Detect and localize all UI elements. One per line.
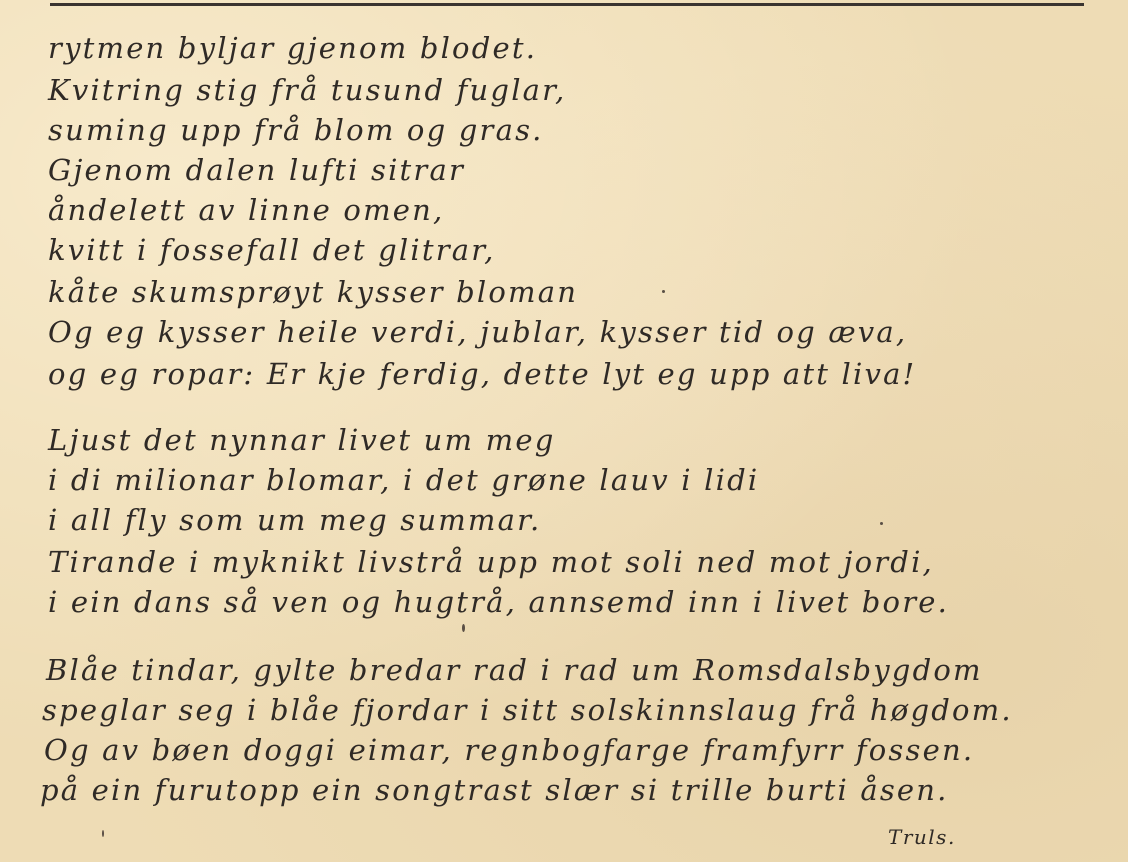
author-signature: Truls.: [888, 825, 956, 849]
poem-line: Ljust det nynnar livet um meg: [48, 423, 556, 457]
poem-line: kåte skumsprøyt kysser bloman: [48, 275, 579, 309]
paper-speck: [462, 624, 465, 632]
poem-line: i di milionar blomar, i det grøne lauv i lidi: [48, 463, 760, 497]
paper-speck: [880, 522, 883, 525]
poem-line: åndelett av linne omen,: [48, 193, 445, 227]
poem-line: rytmen byljar gjenom blodet.: [48, 31, 538, 65]
poem-line: på ein furutopp ein songtrast slær si trille burti åsen.: [40, 773, 949, 807]
poem-line: i ein dans så ven og hugtrå, annsemd inn i livet bore.: [48, 585, 950, 619]
poem-line: og eg ropar: Er kje ferdig, dette lyt eg upp att liva!: [48, 357, 917, 391]
poem-line: speglar seg i blåe fjordar i sitt solskinnslaug frå høgdom.: [42, 693, 1013, 727]
poem-line: Kvitring stig frå tusund fuglar,: [48, 73, 567, 107]
poem-line: i all fly som um meg summar.: [48, 503, 542, 537]
poem-line: kvitt i fossefall det glitrar,: [48, 233, 496, 267]
poem-line: Blåe tindar, gylte bredar rad i rad um Romsdalsbygdom: [46, 653, 983, 687]
poem-line: Tirande i myknikt livstrå upp mot soli ned mot jordi,: [48, 545, 934, 579]
top-rule: [50, 3, 1084, 6]
poem-line: Og av bøen doggi eimar, regnbogfarge framfyrr fossen.: [44, 733, 975, 767]
poem-line: Gjenom dalen lufti sitrar: [48, 153, 466, 187]
poem-line: suming upp frå blom og gras.: [48, 113, 544, 147]
poem-line: Og eg kysser heile verdi, jublar, kysser tid og æva,: [48, 315, 908, 349]
paper-speck: [662, 290, 665, 293]
paper-speck: [102, 830, 104, 837]
